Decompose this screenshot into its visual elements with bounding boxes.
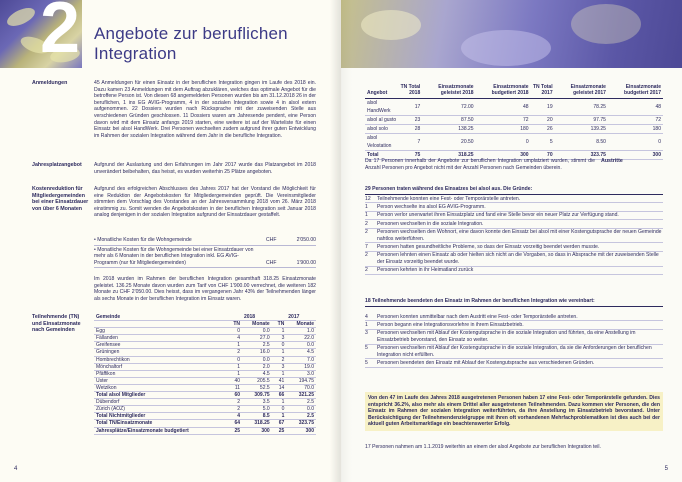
closing-note: 17 Personen nahmen am 1.1.2019 weiterhin an einem der alsol Angebote zur beruflichen Integration teil.	[365, 444, 601, 450]
table-row: Greifensee 1 2.5 0 0.0	[96, 342, 314, 349]
section-text-jahresplatzangebot: Aufgrund der Auslastung und den Erfahrungen im Jahr 2017 wurde das Platzangebot im 2018 unverändert beibehalten, das heisst, es wurden weiterhin 25 Plätze angeboten.	[94, 162, 316, 175]
table-row: Pfäffikon 1 4.5 1 3.0	[96, 370, 314, 377]
section-text-kostenreduktion: Aufgrund des erfolgreichen Abschlusses des Jahres 2017 hat der Vorstand die Möglichkeit für eine Reduktion der Angebotskosten für Mitgliedergemeinden geprüft. Die Vereinsmitglieder stimmten dem Vorschlag des Vorstandes an der Jahresversammlung 2018 vom 26. März 2018 einstimmig zu. Somit wenden die Angebotskosten in der beruflichen Integration seit Januar 2018 analog denjenigen in der sozialen Integration aufgrund der Einsatzdauer gestaffelt.	[94, 186, 316, 219]
cost-bullet-list	[94, 236, 316, 268]
table-row: Total Nichtmitglieder 4 8.5 1 2.5	[96, 413, 314, 420]
table-header-cell: Einsatzmonate budgetiert 2018	[476, 84, 531, 98]
table-row: Total 75 318.25 300 70 323.75 300	[367, 151, 661, 158]
section-text-einsatzmonate: Im 2018 wurden im Rahmen der beruflichen Integration gesamthaft 318.25 Einsatzmonate geleistet. 136.25 Monate davon wurden zum Tarif von CHF 1'900.00 verrechnet, die weiteren 182 Monate zu CHF 2'050.00. Dies heisst, dass im vergangenen Jahr 43% der Teilnehmenden länger als sechs Monate in der beruflichen Integration im Einsatz waren.	[94, 276, 316, 302]
table-row: Total alsol Mitglieder 60 309.75 66 321.25	[96, 392, 314, 399]
list-item: 1 Person wechselte ins alsol EG AVIG-Programm.	[365, 203, 663, 211]
list-item: 4 Personen konnten unmittelbar nach dem Austritt eine Fest- oder Temporärstelle antreten.	[365, 313, 663, 321]
page-gutter	[330, 0, 352, 482]
table-header-cell: Einsatzmonate budgetiert 2017	[608, 84, 663, 98]
section-label-kostenreduktion: Kostenreduktion für Mitgliedergemeinden bei einer Einsatzdauer von über 6 Monaten	[32, 186, 89, 212]
table-row: Egg 0 0.0 1 1.0	[96, 328, 314, 335]
section-label-austritte: Austritte	[601, 158, 623, 164]
table-row: Dübendorf 2 3.5 1 2.5	[96, 399, 314, 406]
list-item: 2 Personen lehnten einen Einsatz ab oder hielten sich nicht an die Vorgaben, so dass in Absprache mit der zuweisenden Stelle der Einsatz vorzeitig beendet wurde.	[365, 252, 663, 267]
section-label-jahresplatzangebot: Jahresplatzangebot	[32, 162, 82, 168]
table-subheader-row: TN Monate TN Monate	[94, 321, 316, 328]
table-header-row: Gemeinde 2018 2017	[94, 314, 316, 321]
table-row: Jahresplätze/Einsatzmonate budgetiert 25 300 25 300	[96, 427, 314, 434]
list-item: 3 Personen wechselten mit Ablauf der Kostengutsprache in die soziale Integration und führten, da eine Anstellung im Einsatzbetrieb bevorstand, den Einsatz so weiter.	[365, 330, 663, 345]
chapter-number: 2	[40, 0, 81, 68]
table-row: alsol HandWerk 17 72.00 48 19 78.25 48	[367, 99, 661, 114]
list-item: 1 Person verlor unerwartet ihren Einsatzplatz und fand eine Stelle bevor ein neuer Platz zur Verfügung stand.	[365, 212, 663, 220]
list-item: • Monatliche Kosten für die Wohngemeinde CHF 2'050.00	[94, 236, 316, 246]
list-item: 2 Personen kehrten in ihr Heimatland zurück	[365, 267, 663, 275]
right-page	[341, 0, 682, 482]
list-item: 5 Personen beendeten den Einsatz mit Ablauf der Kostengutsprache aus verschiedenen Gründen.	[365, 359, 663, 367]
section-text-anmeldungen: 45 Anmeldungen für einen Einsatz in der beruflichen Integration gingen im Laufe des 2018 ein. Dazu kamen 23 Anmeldungen mit dem Auftrag abzuklären, welches das optimale Angebot für die betroffene Person ist. Von diesen 68 angemeldeten Personen wurden bis am 31.12.2018 26 in der beruflichen, 1 ins EG AVIG-Programm, 4 in der sozialen Integration sowie 4 in alsol extern aufgenommen. 22 Dossiers wurden nach Rücksprache mit der zuweisenden Stelle aus verschiedenen Gründen geschlossen. 11 Dossiers waren am Jahresende pendent, eine Person davon wird mit dem Einsatz anfangs 2019 starten, eine weitere ist auf der Warteliste für einen Einsatz bei alsol HandWerk. Drei Personen wechselten zudem aufgrund ihrer guten Entwicklung im Rahmen der sozialen Integration während dem Jahr in die berufliche Integration.	[94, 80, 316, 139]
success-highlight-box: Von den 47 im Laufe des Jahres 2018 ausgetretenen Personen haben 17 eine Fest- oder Temporärstelle gefunden. Dies entspricht 36.2%, also mehr als einem Drittel aller ausgetretenen Teilnehmenden. Dazu kommen vier Personen, die den Einsatz im Rahmen der sozialen Integration weiterführten, da ihre Anstellung im Einsatzbetrieb bevorstand. Unter Berücksichtigung der Teilnehmendenzielgruppe mit ihren oft vorhandenen Mehrfachproblematiken ist dies auch bei der aktuell guten Arbeitsmarktlage ein beachtenswerter Erfolg.	[365, 392, 663, 431]
table-header-cell: Angebot	[365, 84, 398, 98]
page-number-left: 4	[14, 466, 18, 472]
table-header-cell: TN Total 2018	[398, 84, 422, 98]
offer-summary-table	[365, 84, 663, 160]
table-label-gemeinden: Teilnehmende (TN) und Einsatzmonate nach Gemeinden	[32, 314, 81, 334]
list-item: 2 Personen wechselten in die soziale Integration.	[365, 220, 663, 228]
list-item: 12 Teilnehmende konnten eine Fest- oder Temporärstelle antreten.	[365, 195, 663, 203]
page-number-right: 5	[664, 466, 668, 472]
table-row: alsol al gusto 23 87.50 72 20 97.75 72	[367, 116, 661, 123]
regular-exits-list	[365, 313, 663, 368]
list-item: • Monatliche Kosten für die Wohngemeinde bei einer Einsatzdauer von mehr als 6 Monaten in der beruflichen Integration inkl. EG AVIG-Programm (nur für Mitgliedergemeinden) CHF 1'900.00	[94, 246, 316, 269]
table-row: Wetzikon 11 52.5 14 70.0	[96, 384, 314, 391]
table-row: alsol solo 28 138.25 180 26 139.25 180	[367, 125, 661, 132]
table-header-cell: Einsatzmonate geleistet 2018	[422, 84, 475, 98]
relocation-note: Da 17 Personen innerhalb der Angebote zur beruflichen Integration umplatziert wurden, stimmt die Anzahl Personen pro Angebot nicht mit der Anzahl Personen nach Gemeinden überein.	[365, 158, 595, 171]
table-row: alsol Velostation 7 20.50 0 5 8.50 0	[367, 134, 661, 149]
table-row: Grüningen 2 16.0 1 4.5	[96, 349, 314, 356]
table-header-cell: Einsatzmonate geleistet 2017	[555, 84, 608, 98]
table-row: Uster 40 205.5 41 194.75	[96, 377, 314, 384]
participants-by-municipality-table	[94, 314, 316, 435]
table-header-row	[365, 84, 663, 98]
table-header-cell: TN Total 2017	[531, 84, 555, 98]
list-item: 1 Person begann eine Integrationsvorlehre in ihrem Einsatzbetrieb.	[365, 321, 663, 329]
table-row: Total TN/Einsatzmonate 64 318.25 67 323.75	[96, 420, 314, 427]
section-label-anmeldungen: Anmeldungen	[32, 80, 68, 86]
header-photo	[341, 0, 682, 68]
exits-during-assignment-heading: 29 Personen traten während des Einsatzes bei alsol aus. Die Gründe:	[365, 186, 663, 195]
regular-exits-heading: 18 Teilnehmende beendeten den Einsatz im Rahmen der beruflichen Integration wie vereinbart:	[365, 298, 663, 307]
table-row: Mönchaltorf 1 2.0 3 19.0	[96, 363, 314, 370]
page-title: Angebote zur beruflichen Integration	[94, 24, 288, 63]
table-row: Zürich (AOZ) 2 5.0 0 0.0	[96, 406, 314, 413]
list-item: 2 Personen wechselten den Wohnort, eine davon konnte den Einsatz bei alsol mit einer Kostengutsprache der neuen Gemeinde nahtlos weiterführen.	[365, 229, 662, 242]
exits-during-assignment-list	[365, 195, 663, 275]
table-row: Fällanden 4 27.0 3 22.0	[96, 335, 314, 342]
table-row: Hombrechtikon 0 0.0 2 7.0	[96, 356, 314, 363]
list-item: 7 Personen hatten gesundheitliche Probleme, so dass der Einsatz vorzeitig beendet werden musste.	[365, 243, 663, 251]
list-item: 5 Personen wechselten mit Ablauf der Kostengutsprache in die soziale Integration, da sie die Anforderungen der beruflichen Integration nicht erfüllten.	[365, 345, 663, 360]
